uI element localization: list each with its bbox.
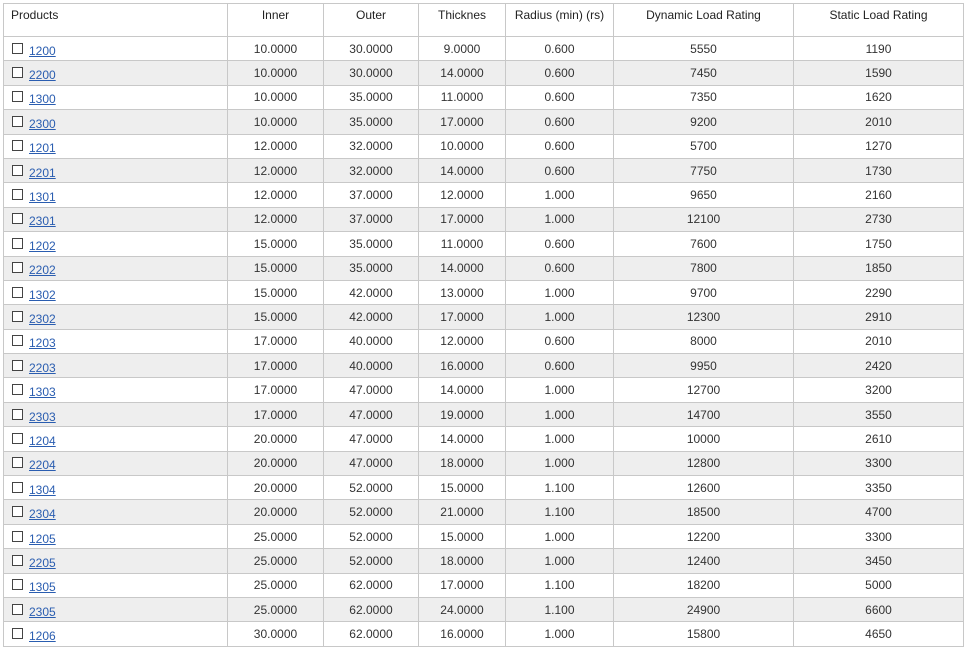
cell-static-load-rating: 3450	[794, 549, 964, 573]
cell-dynamic-load-rating: 9950	[614, 354, 794, 378]
cell-static-load-rating: 1730	[794, 158, 964, 182]
product-select-checkbox[interactable]	[12, 384, 23, 395]
cell-product	[4, 37, 228, 61]
cell-dynamic-load-rating: 12700	[614, 378, 794, 402]
product-select-checkbox[interactable]	[12, 116, 23, 127]
product-select-checkbox[interactable]	[12, 628, 23, 639]
cell-inner: 15.0000	[228, 256, 324, 280]
table-row	[4, 597, 964, 621]
cell-outer: 35.0000	[324, 85, 419, 109]
table-row	[4, 476, 964, 500]
cell-thickness: 11.0000	[419, 85, 506, 109]
column-header-products[interactable]: Products	[4, 4, 228, 37]
cell-radius: 1.000	[506, 402, 614, 426]
product-link[interactable]: 1302	[29, 287, 56, 302]
cell-static-load-rating: 2010	[794, 329, 964, 353]
cell-static-load-rating: 2160	[794, 183, 964, 207]
product-select-checkbox[interactable]	[12, 531, 23, 542]
cell-dynamic-load-rating: 12100	[614, 207, 794, 231]
cell-radius: 1.100	[506, 476, 614, 500]
cell-radius: 0.600	[506, 256, 614, 280]
cell-thickness: 19.0000	[419, 402, 506, 426]
cell-radius: 0.600	[506, 158, 614, 182]
cell-product	[4, 110, 228, 134]
cell-dynamic-load-rating: 12800	[614, 451, 794, 475]
cell-outer: 35.0000	[324, 232, 419, 256]
cell-static-load-rating: 3300	[794, 451, 964, 475]
column-header-thickness[interactable]: Thicknes	[419, 4, 506, 37]
column-header-dynamic-load-rating[interactable]: Dynamic Load Rating	[614, 4, 794, 37]
product-link[interactable]: 2305	[29, 604, 56, 619]
cell-outer: 42.0000	[324, 280, 419, 304]
cell-static-load-rating: 2610	[794, 427, 964, 451]
cell-static-load-rating: 1620	[794, 85, 964, 109]
cell-dynamic-load-rating: 7600	[614, 232, 794, 256]
cell-product	[4, 476, 228, 500]
cell-thickness: 14.0000	[419, 378, 506, 402]
cell-radius: 0.600	[506, 354, 614, 378]
cell-product	[4, 354, 228, 378]
product-link[interactable]: 1204	[29, 433, 56, 448]
cell-static-load-rating: 2420	[794, 354, 964, 378]
table-row	[4, 61, 964, 85]
table-row	[4, 134, 964, 158]
product-link[interactable]: 1203	[29, 336, 56, 351]
cell-radius: 0.600	[506, 232, 614, 256]
table-row	[4, 524, 964, 548]
cell-product	[4, 402, 228, 426]
cell-inner: 10.0000	[228, 110, 324, 134]
cell-inner: 10.0000	[228, 61, 324, 85]
cell-inner: 15.0000	[228, 305, 324, 329]
product-select-checkbox[interactable]	[12, 262, 23, 273]
cell-product	[4, 134, 228, 158]
table-row	[4, 305, 964, 329]
cell-static-load-rating: 1850	[794, 256, 964, 280]
table-header	[4, 4, 964, 37]
cell-radius: 1.000	[506, 451, 614, 475]
table-row	[4, 573, 964, 597]
table-row	[4, 354, 964, 378]
cell-product	[4, 305, 228, 329]
cell-dynamic-load-rating: 12400	[614, 549, 794, 573]
cell-inner: 20.0000	[228, 451, 324, 475]
product-link[interactable]: 2302	[29, 311, 56, 326]
cell-radius: 1.000	[506, 280, 614, 304]
cell-thickness: 16.0000	[419, 354, 506, 378]
cell-static-load-rating: 6600	[794, 597, 964, 621]
table-row	[4, 500, 964, 524]
cell-thickness: 10.0000	[419, 134, 506, 158]
product-select-checkbox[interactable]	[12, 311, 23, 322]
product-link[interactable]: 2205	[29, 555, 56, 570]
cell-dynamic-load-rating: 10000	[614, 427, 794, 451]
cell-static-load-rating: 5000	[794, 573, 964, 597]
cell-static-load-rating: 2290	[794, 280, 964, 304]
cell-static-load-rating: 2730	[794, 207, 964, 231]
table-row	[4, 427, 964, 451]
product-link[interactable]: 2301	[29, 214, 56, 229]
product-link[interactable]: 2204	[29, 458, 56, 473]
product-select-checkbox[interactable]	[12, 604, 23, 615]
product-select-checkbox[interactable]	[12, 360, 23, 371]
cell-radius: 0.600	[506, 134, 614, 158]
table-row	[4, 280, 964, 304]
cell-dynamic-load-rating: 9650	[614, 183, 794, 207]
cell-inner: 20.0000	[228, 476, 324, 500]
cell-product	[4, 622, 228, 646]
cell-thickness: 15.0000	[419, 476, 506, 500]
cell-product	[4, 573, 228, 597]
cell-thickness: 12.0000	[419, 183, 506, 207]
cell-radius: 1.000	[506, 524, 614, 548]
product-select-checkbox[interactable]	[12, 213, 23, 224]
cell-dynamic-load-rating: 18200	[614, 573, 794, 597]
product-select-checkbox[interactable]	[12, 189, 23, 200]
cell-dynamic-load-rating: 24900	[614, 597, 794, 621]
cell-dynamic-load-rating: 18500	[614, 500, 794, 524]
product-select-checkbox[interactable]	[12, 165, 23, 176]
cell-outer: 30.0000	[324, 37, 419, 61]
product-link[interactable]: 1301	[29, 190, 56, 205]
cell-radius: 1.000	[506, 305, 614, 329]
product-select-checkbox[interactable]	[12, 67, 23, 78]
cell-outer: 32.0000	[324, 158, 419, 182]
column-header-radius[interactable]: Radius (min) (rs)	[506, 4, 614, 37]
cell-product	[4, 207, 228, 231]
product-link[interactable]: 2200	[29, 68, 56, 83]
cell-static-load-rating: 4650	[794, 622, 964, 646]
product-link[interactable]: 1300	[29, 92, 56, 107]
product-select-checkbox[interactable]	[12, 409, 23, 420]
cell-inner: 10.0000	[228, 37, 324, 61]
product-link[interactable]: 1201	[29, 141, 56, 156]
product-link[interactable]: 2300	[29, 116, 56, 131]
table-body	[4, 37, 964, 647]
product-select-checkbox[interactable]	[12, 335, 23, 346]
cell-inner: 15.0000	[228, 280, 324, 304]
cell-product	[4, 427, 228, 451]
cell-radius: 0.600	[506, 110, 614, 134]
product-select-checkbox[interactable]	[12, 506, 23, 517]
cell-radius: 1.100	[506, 500, 614, 524]
cell-dynamic-load-rating: 12300	[614, 305, 794, 329]
cell-thickness: 21.0000	[419, 500, 506, 524]
cell-static-load-rating: 3350	[794, 476, 964, 500]
cell-inner: 17.0000	[228, 329, 324, 353]
cell-thickness: 14.0000	[419, 256, 506, 280]
table-row	[4, 402, 964, 426]
cell-outer: 52.0000	[324, 549, 419, 573]
cell-inner: 12.0000	[228, 134, 324, 158]
cell-thickness: 18.0000	[419, 549, 506, 573]
cell-dynamic-load-rating: 7750	[614, 158, 794, 182]
product-select-checkbox[interactable]	[12, 91, 23, 102]
cell-inner: 25.0000	[228, 549, 324, 573]
column-header-outer[interactable]: Outer	[324, 4, 419, 37]
cell-thickness: 17.0000	[419, 573, 506, 597]
table-row	[4, 158, 964, 182]
cell-dynamic-load-rating: 9700	[614, 280, 794, 304]
table-row	[4, 37, 964, 61]
product-select-checkbox[interactable]	[12, 482, 23, 493]
cell-thickness: 14.0000	[419, 158, 506, 182]
cell-dynamic-load-rating: 15800	[614, 622, 794, 646]
cell-outer: 62.0000	[324, 597, 419, 621]
cell-static-load-rating: 3550	[794, 402, 964, 426]
cell-thickness: 14.0000	[419, 427, 506, 451]
product-select-checkbox[interactable]	[12, 140, 23, 151]
cell-radius: 0.600	[506, 329, 614, 353]
cell-outer: 40.0000	[324, 329, 419, 353]
cell-inner: 17.0000	[228, 378, 324, 402]
cell-inner: 10.0000	[228, 85, 324, 109]
cell-dynamic-load-rating: 7450	[614, 61, 794, 85]
cell-product	[4, 451, 228, 475]
cell-outer: 35.0000	[324, 110, 419, 134]
cell-thickness: 18.0000	[419, 451, 506, 475]
cell-inner: 30.0000	[228, 622, 324, 646]
cell-radius: 0.600	[506, 85, 614, 109]
product-select-checkbox[interactable]	[12, 433, 23, 444]
cell-outer: 52.0000	[324, 524, 419, 548]
cell-dynamic-load-rating: 7350	[614, 85, 794, 109]
product-link[interactable]: 2201	[29, 165, 56, 180]
cell-outer: 37.0000	[324, 207, 419, 231]
cell-inner: 20.0000	[228, 427, 324, 451]
cell-inner: 12.0000	[228, 183, 324, 207]
cell-dynamic-load-rating: 5700	[614, 134, 794, 158]
cell-inner: 17.0000	[228, 354, 324, 378]
cell-radius: 0.600	[506, 37, 614, 61]
cell-product	[4, 61, 228, 85]
cell-static-load-rating: 3300	[794, 524, 964, 548]
cell-product	[4, 183, 228, 207]
cell-static-load-rating: 1590	[794, 61, 964, 85]
cell-radius: 1.100	[506, 573, 614, 597]
cell-inner: 25.0000	[228, 573, 324, 597]
cell-inner: 25.0000	[228, 597, 324, 621]
cell-inner: 25.0000	[228, 524, 324, 548]
cell-inner: 15.0000	[228, 232, 324, 256]
product-link[interactable]: 1202	[29, 238, 56, 253]
cell-thickness: 17.0000	[419, 110, 506, 134]
product-link[interactable]: 1305	[29, 580, 56, 595]
table-row	[4, 232, 964, 256]
cell-dynamic-load-rating: 8000	[614, 329, 794, 353]
table-row	[4, 451, 964, 475]
cell-product	[4, 158, 228, 182]
products-table	[3, 3, 964, 647]
cell-product	[4, 378, 228, 402]
table-row	[4, 207, 964, 231]
cell-static-load-rating: 3200	[794, 378, 964, 402]
table-row	[4, 378, 964, 402]
cell-radius: 1.100	[506, 597, 614, 621]
cell-radius: 0.600	[506, 61, 614, 85]
product-link[interactable]: 1205	[29, 531, 56, 546]
cell-outer: 35.0000	[324, 256, 419, 280]
table-row	[4, 549, 964, 573]
cell-product	[4, 329, 228, 353]
cell-outer: 62.0000	[324, 622, 419, 646]
cell-product	[4, 256, 228, 280]
cell-outer: 32.0000	[324, 134, 419, 158]
table-row	[4, 622, 964, 646]
cell-outer: 37.0000	[324, 183, 419, 207]
column-header-static-load-rating[interactable]: Static Load Rating	[794, 4, 964, 37]
cell-outer: 47.0000	[324, 427, 419, 451]
cell-thickness: 11.0000	[419, 232, 506, 256]
product-link[interactable]: 2303	[29, 409, 56, 424]
cell-outer: 47.0000	[324, 451, 419, 475]
cell-radius: 1.000	[506, 549, 614, 573]
column-header-inner[interactable]: Inner	[228, 4, 324, 37]
product-link[interactable]: 1303	[29, 385, 56, 400]
cell-thickness: 12.0000	[419, 329, 506, 353]
cell-inner: 12.0000	[228, 207, 324, 231]
cell-static-load-rating: 4700	[794, 500, 964, 524]
product-select-checkbox[interactable]	[12, 238, 23, 249]
product-link[interactable]: 2304	[29, 507, 56, 522]
cell-thickness: 13.0000	[419, 280, 506, 304]
cell-outer: 52.0000	[324, 500, 419, 524]
cell-radius: 1.000	[506, 207, 614, 231]
cell-outer: 62.0000	[324, 573, 419, 597]
cell-inner: 20.0000	[228, 500, 324, 524]
cell-thickness: 17.0000	[419, 207, 506, 231]
product-link[interactable]: 2202	[29, 263, 56, 278]
cell-radius: 1.000	[506, 183, 614, 207]
cell-inner: 12.0000	[228, 158, 324, 182]
cell-static-load-rating: 1750	[794, 232, 964, 256]
cell-product	[4, 524, 228, 548]
cell-dynamic-load-rating: 5550	[614, 37, 794, 61]
cell-dynamic-load-rating: 12600	[614, 476, 794, 500]
product-select-checkbox[interactable]	[12, 579, 23, 590]
cell-product	[4, 500, 228, 524]
cell-product	[4, 280, 228, 304]
cell-dynamic-load-rating: 7800	[614, 256, 794, 280]
product-select-checkbox[interactable]	[12, 43, 23, 54]
cell-outer: 52.0000	[324, 476, 419, 500]
cell-outer: 40.0000	[324, 354, 419, 378]
table-row	[4, 183, 964, 207]
cell-radius: 1.000	[506, 378, 614, 402]
cell-static-load-rating: 2910	[794, 305, 964, 329]
cell-product	[4, 597, 228, 621]
cell-thickness: 17.0000	[419, 305, 506, 329]
cell-static-load-rating: 1270	[794, 134, 964, 158]
table-row	[4, 329, 964, 353]
cell-outer: 42.0000	[324, 305, 419, 329]
cell-radius: 1.000	[506, 622, 614, 646]
product-link[interactable]: 1206	[29, 629, 56, 644]
cell-dynamic-load-rating: 12200	[614, 524, 794, 548]
cell-outer: 47.0000	[324, 378, 419, 402]
table-row	[4, 85, 964, 109]
cell-product	[4, 85, 228, 109]
cell-dynamic-load-rating: 14700	[614, 402, 794, 426]
product-select-checkbox[interactable]	[12, 555, 23, 566]
cell-static-load-rating: 1190	[794, 37, 964, 61]
cell-outer: 30.0000	[324, 61, 419, 85]
cell-thickness: 15.0000	[419, 524, 506, 548]
cell-outer: 47.0000	[324, 402, 419, 426]
cell-inner: 17.0000	[228, 402, 324, 426]
cell-thickness: 24.0000	[419, 597, 506, 621]
product-link[interactable]: 2203	[29, 360, 56, 375]
products-table-container	[3, 3, 964, 647]
product-select-checkbox[interactable]	[12, 287, 23, 298]
table-row	[4, 110, 964, 134]
cell-thickness: 14.0000	[419, 61, 506, 85]
cell-radius: 1.000	[506, 427, 614, 451]
cell-product	[4, 232, 228, 256]
cell-thickness: 16.0000	[419, 622, 506, 646]
product-select-checkbox[interactable]	[12, 457, 23, 468]
cell-dynamic-load-rating: 9200	[614, 110, 794, 134]
header-row	[4, 4, 964, 37]
product-link[interactable]: 1200	[29, 43, 56, 58]
table-row	[4, 256, 964, 280]
cell-product	[4, 549, 228, 573]
product-link[interactable]: 1304	[29, 482, 56, 497]
cell-static-load-rating: 2010	[794, 110, 964, 134]
cell-thickness: 9.0000	[419, 37, 506, 61]
